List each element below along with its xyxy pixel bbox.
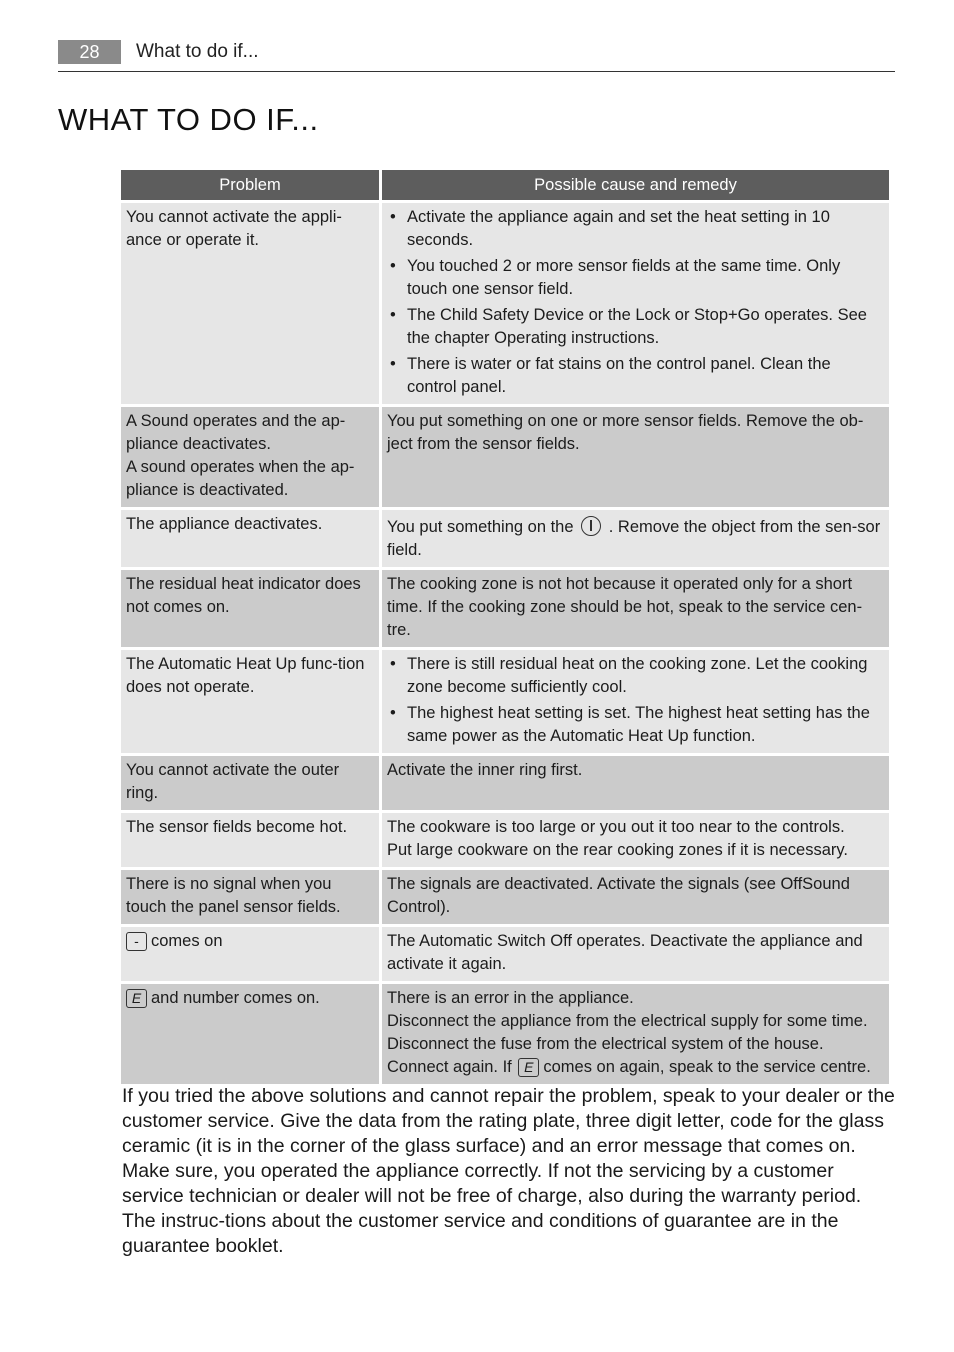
- remedy-cell: [382, 510, 889, 567]
- table-row: [121, 813, 889, 867]
- dash-display-symbol: -: [126, 932, 147, 951]
- problem-text: comes on: [151, 932, 223, 950]
- footer-paragraph: Make sure, you operated the appliance correctly. If not the servicing by a customer service technician or dealer will not be free of charge, also during the warranty period. The instruc-tions about the customer service and conditions of guarantee are in the guarantee booklet.: [122, 1160, 862, 1257]
- remedy-text: Connect again. If: [387, 1058, 512, 1076]
- table-row: [121, 870, 889, 924]
- remedy-cell: [382, 203, 889, 404]
- error-display-symbol: E: [126, 989, 147, 1008]
- remedy-cell: The cooking zone is not hot because it operated only for a short time. If the cooking zone should be hot, speak to the service cen-tre.: [382, 570, 889, 647]
- remedy-text: comes on again, speak to the service centre.: [543, 1058, 871, 1076]
- troubleshooting-table: [118, 167, 892, 1087]
- page-header: [58, 40, 895, 72]
- problem-cell: [121, 984, 379, 1084]
- table-row: [121, 510, 889, 567]
- problem-cell: You cannot activate the outer ring.: [121, 756, 379, 810]
- remedy-item: • The highest heat setting is set. The highest heat setting has the same power as the Automatic Heat Up function.: [387, 702, 884, 748]
- problem-cell: The sensor fields become hot.: [121, 813, 379, 867]
- remedy-line: The cookware is too large or you out it too near to the controls.: [387, 818, 845, 836]
- remedy-text: You put something on the: [387, 518, 574, 536]
- remedy-cell: Activate the inner ring first.: [382, 756, 889, 810]
- table-row: [121, 570, 889, 647]
- remedy-list: [387, 653, 884, 748]
- remedy-item: • The Child Safety Device or the Lock or Stop+Go operates. See the chapter Operating instructions.: [387, 304, 884, 350]
- remedy-list: [387, 206, 884, 399]
- remedy-cell: You put something on one or more sensor fields. Remove the ob-ject from the sensor fields.: [382, 407, 889, 507]
- problem-cell: There is no signal when you touch the panel sensor fields.: [121, 870, 379, 924]
- remedy-text: . Remove the object from the sen-sor field.: [387, 518, 881, 559]
- remedy-line: There is an error in the appliance.: [387, 989, 634, 1007]
- problem-cell: The appliance deactivates.: [121, 510, 379, 567]
- table-row: [121, 756, 889, 810]
- table-row: [121, 927, 889, 981]
- error-display-symbol: E: [518, 1058, 539, 1077]
- remedy-line: Put large cookware on the rear cooking zones if it is necessary.: [387, 841, 849, 859]
- remedy-item: • Activate the appliance again and set the heat setting in 10 seconds.: [387, 206, 884, 252]
- problem-cell: The Automatic Heat Up func-tion does not operate.: [121, 650, 379, 753]
- page-title: WHAT TO DO IF...: [58, 102, 319, 137]
- remedy-cell: The Automatic Switch Off operates. Deactivate the appliance and activate it again.: [382, 927, 889, 981]
- remedy-cell: The signals are deactivated. Activate the signals (see OffSound Control).: [382, 870, 889, 924]
- problem-line: A sound operates when the ap-pliance is deactivated.: [126, 458, 355, 499]
- table-row: [121, 203, 889, 404]
- problem-cell: You cannot activate the appli-ance or operate it.: [121, 203, 379, 404]
- header-problem: Problem: [121, 170, 379, 200]
- remedy-item: • You touched 2 or more sensor fields at the same time. Only touch one sensor field.: [387, 255, 884, 301]
- remedy-cell: [382, 650, 889, 753]
- remedy-item: • There is water or fat stains on the control panel. Clean the control panel.: [387, 353, 884, 399]
- header-remedy: Possible cause and remedy: [382, 170, 889, 200]
- problem-cell: The residual heat indicator does not comes on.: [121, 570, 379, 647]
- remedy-line: [387, 1056, 884, 1079]
- table-row: [121, 650, 889, 753]
- power-icon: [581, 516, 601, 536]
- remedy-line: Disconnect the appliance from the electrical supply for some time. Disconnect the fuse from the electrical system of the house.: [387, 1012, 868, 1053]
- table-row: [121, 407, 889, 507]
- footer-notes: [122, 1084, 897, 1259]
- remedy-cell: [382, 984, 889, 1084]
- problem-cell: [121, 407, 379, 507]
- footer-paragraph: If you tried the above solutions and cannot repair the problem, speak to your dealer or the customer service. Give the data from the rating plate, three digit letter, code for the glass ceramic (it is in the corner of the glass surface) and an error message that comes on.: [122, 1085, 895, 1157]
- table-header-row: [121, 170, 889, 200]
- problem-line: A Sound operates and the ap-pliance deactivates.: [126, 412, 346, 453]
- problem-cell: [121, 927, 379, 981]
- table-row: [121, 984, 889, 1084]
- page-number: 28: [58, 40, 121, 64]
- problem-text: and number comes on.: [151, 989, 320, 1007]
- running-title: What to do if...: [136, 41, 259, 62]
- remedy-cell: [382, 813, 889, 867]
- remedy-item: • There is still residual heat on the cooking zone. Let the cooking zone become sufficiently cool.: [387, 653, 884, 699]
